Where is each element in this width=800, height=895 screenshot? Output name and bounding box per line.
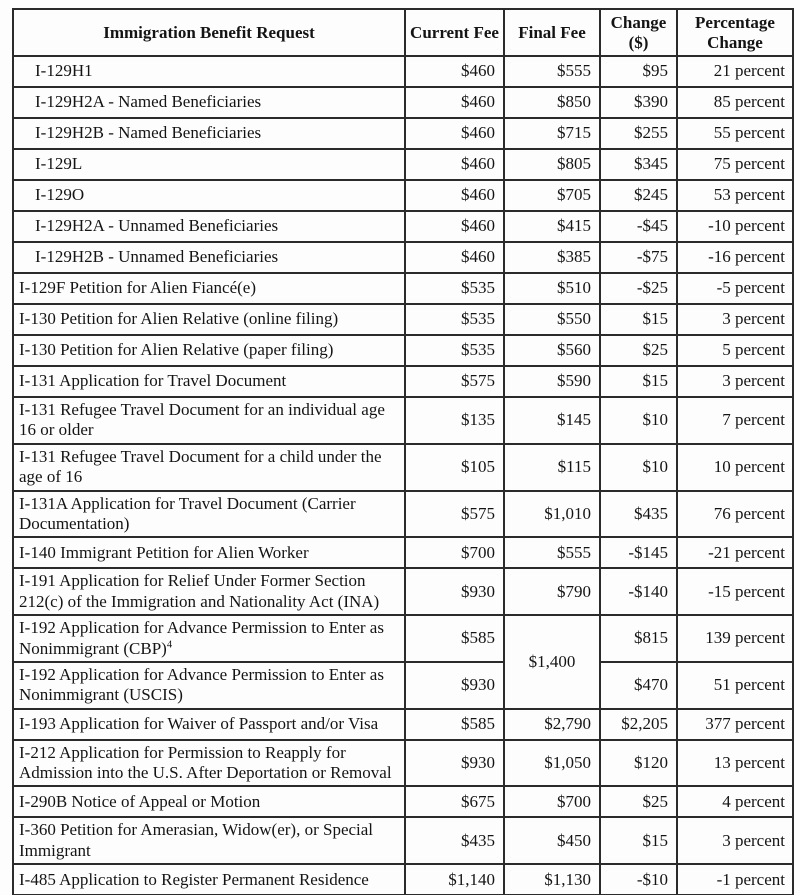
current-fee-value: $135 xyxy=(405,397,504,444)
change-value: $435 xyxy=(600,491,677,538)
percentage-change-value: -16 percent xyxy=(677,242,793,273)
final-fee-value: $550 xyxy=(504,304,600,335)
benefit-request-label: I-193 Application for Waiver of Passport and/or Visa xyxy=(13,709,405,740)
fee-table-body xyxy=(13,56,793,895)
current-fee-value: $1,140 xyxy=(405,864,504,895)
final-fee-value: $715 xyxy=(504,118,600,149)
table-row xyxy=(13,568,793,615)
table-row xyxy=(13,817,793,864)
benefit-request-label: I-131 Refugee Travel Document for a child under the age of 16 xyxy=(13,444,405,491)
final-fee-value: $2,790 xyxy=(504,709,600,740)
final-fee-value: $385 xyxy=(504,242,600,273)
benefit-request-label: I-290B Notice of Appeal or Motion xyxy=(13,786,405,817)
percentage-change-value: 139 percent xyxy=(677,615,793,662)
table-row xyxy=(13,180,793,211)
col-header-change-dollars: Change ($) xyxy=(600,9,677,56)
current-fee-value: $930 xyxy=(405,568,504,615)
col-header-benefit-request: Immigration Benefit Request xyxy=(13,9,405,56)
benefit-request-label: I-129L xyxy=(13,149,405,180)
current-fee-value: $585 xyxy=(405,615,504,662)
table-row xyxy=(13,211,793,242)
benefit-request-label: I-131A Application for Travel Document (Carrier Documentation) xyxy=(13,491,405,538)
final-fee-value: $590 xyxy=(504,366,600,397)
fee-table-header xyxy=(13,9,793,56)
current-fee-value: $460 xyxy=(405,242,504,273)
benefit-request-label: I-191 Application for Relief Under Former Section 212(c) of the Immigration and Nationality Act (INA) xyxy=(13,568,405,615)
benefit-request-label: I-129H2B - Named Beneficiaries xyxy=(13,118,405,149)
benefit-request-label: I-129H2B - Unnamed Beneficiaries xyxy=(13,242,405,273)
table-row xyxy=(13,491,793,538)
final-fee-value: $145 xyxy=(504,397,600,444)
table-row xyxy=(13,537,793,568)
final-fee-value: $790 xyxy=(504,568,600,615)
final-fee-value: $805 xyxy=(504,149,600,180)
table-row xyxy=(13,864,793,895)
percentage-change-value: -1 percent xyxy=(677,864,793,895)
table-row xyxy=(13,56,793,87)
change-value: -$75 xyxy=(600,242,677,273)
current-fee-value: $535 xyxy=(405,273,504,304)
final-fee-value: $415 xyxy=(504,211,600,242)
current-fee-value: $575 xyxy=(405,366,504,397)
percentage-change-value: -21 percent xyxy=(677,537,793,568)
header-row xyxy=(13,9,793,56)
current-fee-value: $535 xyxy=(405,304,504,335)
table-row xyxy=(13,662,793,709)
current-fee-value: $675 xyxy=(405,786,504,817)
table-row xyxy=(13,740,793,787)
change-value: $15 xyxy=(600,304,677,335)
change-value: $390 xyxy=(600,87,677,118)
col-header-current-fee: Current Fee xyxy=(405,9,504,56)
table-row xyxy=(13,149,793,180)
current-fee-value: $460 xyxy=(405,211,504,242)
percentage-change-value: 4 percent xyxy=(677,786,793,817)
benefit-request-label: I-130 Petition for Alien Relative (paper filing) xyxy=(13,335,405,366)
change-value: -$140 xyxy=(600,568,677,615)
final-fee-value: $560 xyxy=(504,335,600,366)
change-value: $2,205 xyxy=(600,709,677,740)
benefit-request-label: I-129H1 xyxy=(13,56,405,87)
final-fee-value: $450 xyxy=(504,817,600,864)
table-row xyxy=(13,366,793,397)
benefit-request-label: I-212 Application for Permission to Reapply for Admission into the U.S. After Deportation or Removal xyxy=(13,740,405,787)
final-fee-value: $115 xyxy=(504,444,600,491)
final-fee-value: $1,400 xyxy=(504,615,600,709)
final-fee-value: $1,050 xyxy=(504,740,600,787)
change-value: $255 xyxy=(600,118,677,149)
final-fee-value: $850 xyxy=(504,87,600,118)
footnote-marker: 4 xyxy=(166,638,173,650)
table-row xyxy=(13,615,793,662)
change-value: $25 xyxy=(600,786,677,817)
benefit-request-label: I-130 Petition for Alien Relative (online filing) xyxy=(13,304,405,335)
final-fee-value: $555 xyxy=(504,56,600,87)
current-fee-value: $105 xyxy=(405,444,504,491)
percentage-change-value: -15 percent xyxy=(677,568,793,615)
current-fee-value: $460 xyxy=(405,87,504,118)
percentage-change-value: 5 percent xyxy=(677,335,793,366)
table-row xyxy=(13,444,793,491)
current-fee-value: $575 xyxy=(405,491,504,538)
current-fee-value: $435 xyxy=(405,817,504,864)
benefit-request-label: I-129F Petition for Alien Fiancé(e) xyxy=(13,273,405,304)
final-fee-value: $510 xyxy=(504,273,600,304)
final-fee-value: $1,130 xyxy=(504,864,600,895)
final-fee-value: $1,010 xyxy=(504,491,600,538)
change-value: $470 xyxy=(600,662,677,709)
current-fee-value: $930 xyxy=(405,740,504,787)
percentage-change-value: -5 percent xyxy=(677,273,793,304)
final-fee-value: $555 xyxy=(504,537,600,568)
benefit-request-label: I-129H2A - Named Beneficiaries xyxy=(13,87,405,118)
change-value: -$145 xyxy=(600,537,677,568)
percentage-change-value: 75 percent xyxy=(677,149,793,180)
change-value: $95 xyxy=(600,56,677,87)
benefit-request-label: I-192 Application for Advance Permission to Enter as Nonimmigrant (CBP)$^4$ xyxy=(13,615,405,662)
change-value: $10 xyxy=(600,397,677,444)
percentage-change-value: 53 percent xyxy=(677,180,793,211)
table-row xyxy=(13,273,793,304)
final-fee-value: $705 xyxy=(504,180,600,211)
benefit-request-label: I-129H2A - Unnamed Beneficiaries xyxy=(13,211,405,242)
change-value: -$25 xyxy=(600,273,677,304)
current-fee-value: $460 xyxy=(405,56,504,87)
benefit-request-label: I-360 Petition for Amerasian, Widow(er), or Special Immigrant xyxy=(13,817,405,864)
percentage-change-value: 3 percent xyxy=(677,304,793,335)
table-row xyxy=(13,118,793,149)
benefit-request-label: I-129O xyxy=(13,180,405,211)
current-fee-value: $460 xyxy=(405,118,504,149)
change-value: $10 xyxy=(600,444,677,491)
change-value: $15 xyxy=(600,366,677,397)
benefit-request-label: I-131 Refugee Travel Document for an individual age 16 or older xyxy=(13,397,405,444)
current-fee-value: $930 xyxy=(405,662,504,709)
fee-table xyxy=(12,8,794,895)
current-fee-value: $460 xyxy=(405,149,504,180)
percentage-change-value: 85 percent xyxy=(677,87,793,118)
current-fee-value: $700 xyxy=(405,537,504,568)
change-value: $120 xyxy=(600,740,677,787)
table-row xyxy=(13,397,793,444)
percentage-change-value: 51 percent xyxy=(677,662,793,709)
percentage-change-value: 76 percent xyxy=(677,491,793,538)
change-value: -$45 xyxy=(600,211,677,242)
change-value: -$10 xyxy=(600,864,677,895)
current-fee-value: $585 xyxy=(405,709,504,740)
benefit-request-label: I-140 Immigrant Petition for Alien Worker xyxy=(13,537,405,568)
table-row xyxy=(13,87,793,118)
change-value: $15 xyxy=(600,817,677,864)
benefit-request-label: I-192 Application for Advance Permission to Enter as Nonimmigrant (USCIS) xyxy=(13,662,405,709)
current-fee-value: $535 xyxy=(405,335,504,366)
current-fee-value: $460 xyxy=(405,180,504,211)
percentage-change-value: 3 percent xyxy=(677,817,793,864)
percentage-change-value: 21 percent xyxy=(677,56,793,87)
table-row xyxy=(13,709,793,740)
table-row xyxy=(13,786,793,817)
percentage-change-value: 7 percent xyxy=(677,397,793,444)
percentage-change-value: 13 percent xyxy=(677,740,793,787)
percentage-change-value: 3 percent xyxy=(677,366,793,397)
col-header-final-fee: Final Fee xyxy=(504,9,600,56)
percentage-change-value: 377 percent xyxy=(677,709,793,740)
table-row xyxy=(13,335,793,366)
percentage-change-value: -10 percent xyxy=(677,211,793,242)
benefit-request-label: I-131 Application for Travel Document xyxy=(13,366,405,397)
change-value: $245 xyxy=(600,180,677,211)
table-row xyxy=(13,304,793,335)
change-value: $25 xyxy=(600,335,677,366)
change-value: $815 xyxy=(600,615,677,662)
col-header-percentage-change: Percentage Change xyxy=(677,9,793,56)
table-row xyxy=(13,242,793,273)
change-value: $345 xyxy=(600,149,677,180)
percentage-change-value: 10 percent xyxy=(677,444,793,491)
final-fee-value: $700 xyxy=(504,786,600,817)
percentage-change-value: 55 percent xyxy=(677,118,793,149)
benefit-request-label: I-485 Application to Register Permanent Residence xyxy=(13,864,405,895)
